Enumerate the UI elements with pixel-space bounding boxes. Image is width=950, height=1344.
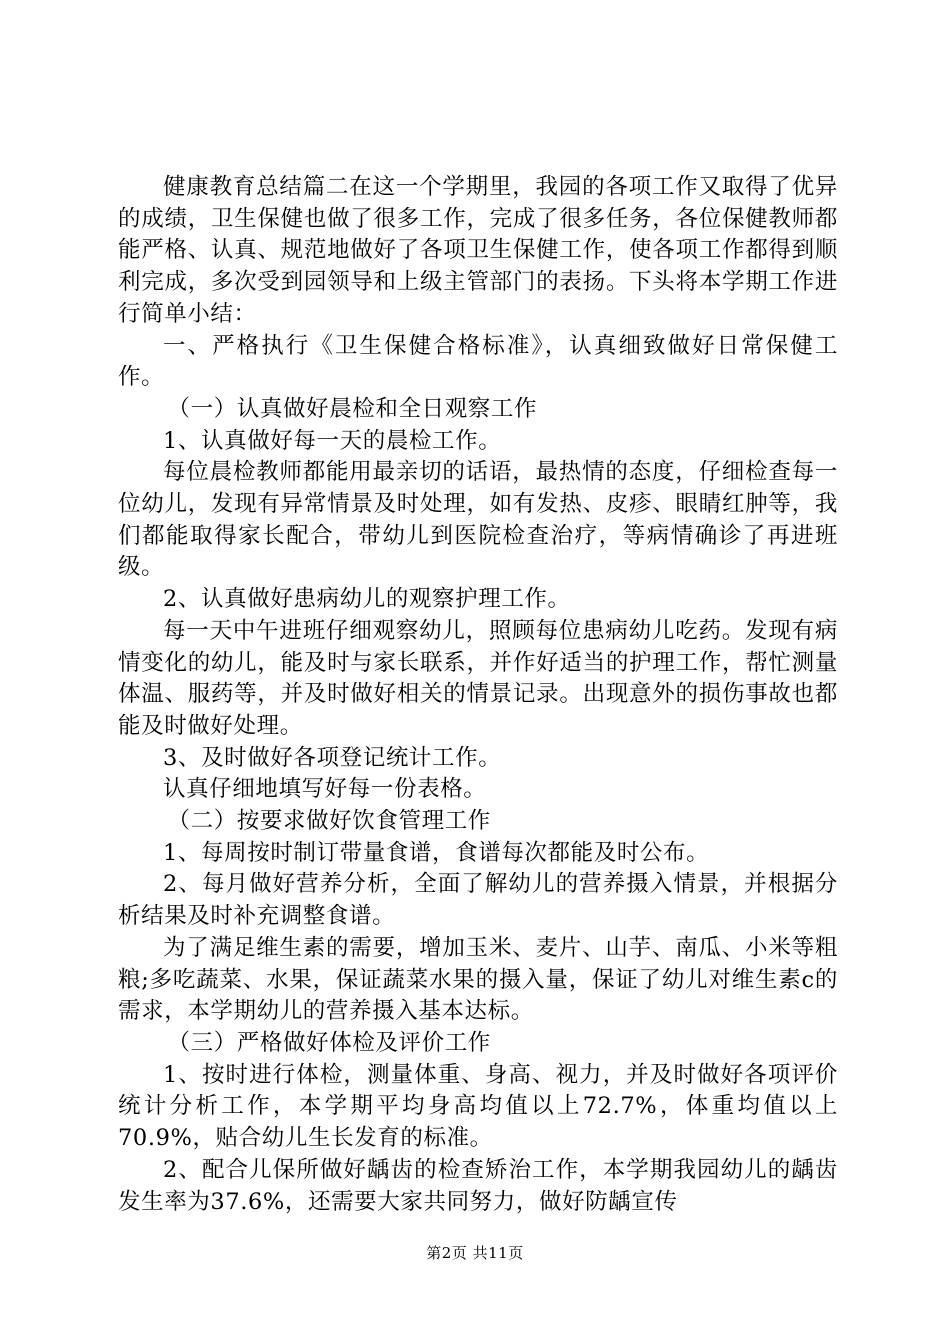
heading-subsection-3: （三）严格做好体检及评价工作 [167, 1029, 491, 1056]
paragraph-item-2-2: 2、每月做好营养分析，全面了解幼儿的营养摄入情景，并根据分析结果及时补充调整食谱。 [118, 871, 838, 930]
page-footer: 第2页 共11页 [426, 1244, 524, 1262]
paragraph-item-3-1: 1、按时进行体检，测量体重、身高、视力，并及时做好各项评价统计分析工作，本学期平均身高均值以上72.7%，体重均值以上70.9%，贴合幼儿生长发育的标准。 [118, 1061, 838, 1152]
paragraph-item-1-1: 1、认真做好每一天的晨检工作。 [163, 427, 502, 454]
heading-subsection-1: （一）认真做好晨检和全日观察工作 [167, 395, 538, 422]
paragraph-vitamins: 为了满足维生素的需要，增加玉米、麦片、山芋、南瓜、小米等粗粮;多吃蔬菜、水果，保证蔬菜水果的摄入量，保证了幼儿对维生素c的需求，本学期幼儿的营养摄入基本达标。 [118, 934, 838, 1025]
paragraph-section-1: 一、严格执行《卫生保健合格标准》，认真细致做好日常保健工作。 [118, 332, 838, 391]
paragraph-morning-check: 每位晨检教师都能用最亲切的话语，最热情的态度，仔细检查每一位幼儿，发现有异常情景及时处理，如有发热、皮疹、眼睛红肿等，我们都能取得家长配合，带幼儿到医院检查治疗，等病情确诊了再进班级。 [118, 459, 838, 581]
heading-subsection-2: （二）按要求做好饮食管理工作 [167, 808, 491, 835]
paragraph-forms: 认真仔细地填写好每一份表格。 [163, 776, 487, 803]
paragraph-sick-care: 每一天中午进班仔细观察幼儿，照顾每位患病幼儿吃药。发现有病情变化的幼儿，能及时与家长联系，并作好适当的护理工作，帮忙测量体温、服药等，并及时做好相关的情景记录。出现意外的损伤事故也都能及时做好处理。 [118, 617, 838, 739]
document-body [118, 172, 838, 1218]
paragraph-item-1-3: 3、及时做好各项登记统计工作。 [163, 744, 502, 771]
paragraph-intro: 健康教育总结篇二在这一个学期里，我园的各项工作又取得了优异的成绩，卫生保健也做了很多工作，完成了很多任务，各位保健教师都能严格、认真、规范地做好了各项卫生保健工作，使各项工作都得到顺利完成，多次受到园领导和上级主管部门的表扬。下头将本学期工作进行简单小结： [118, 174, 838, 327]
paragraph-item-2-1: 1、每周按时制订带量食谱，食谱每次都能及时公布。 [163, 839, 710, 866]
paragraph-item-1-2: 2、认真做好患病幼儿的观察护理工作。 [163, 586, 571, 613]
paragraph-item-3-2: 2、配合儿保所做好龋齿的检查矫治工作，本学期我园幼儿的龋齿发生率为37.6%，还需要大家共同努力，做好防龋宣传 [118, 1156, 838, 1215]
